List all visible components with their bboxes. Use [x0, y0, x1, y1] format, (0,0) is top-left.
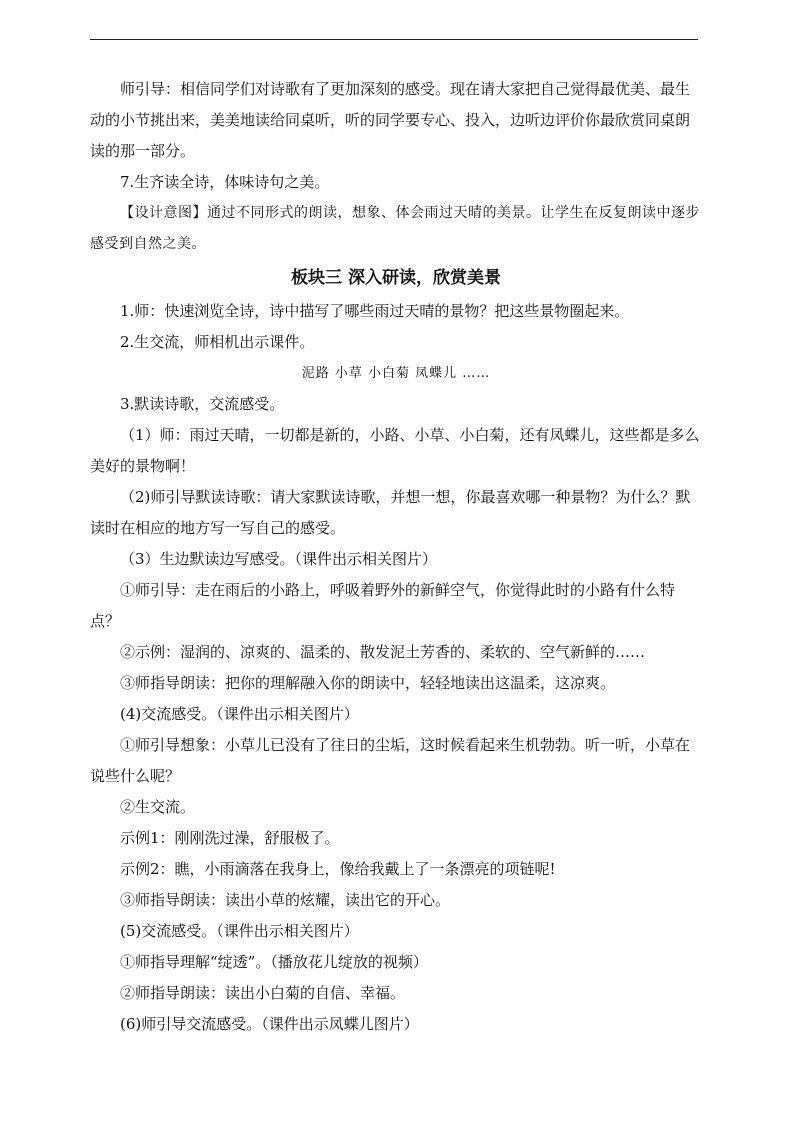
- paragraph-chrysanthemum-guide: ①师指导理解“绽透”。（播放花儿绽放的视频）: [120, 953, 428, 971]
- paragraph-step-3: 3.默读诗歌，交流感受。: [120, 395, 285, 413]
- paragraph-3-4: (4)交流感受。（课件出示相关图片）: [120, 705, 359, 723]
- paragraph-example-1: 示例1：刚刚洗过澡，舒服极了。: [120, 829, 340, 847]
- document-body: [90, 74, 702, 1040]
- paragraph-grass-guide: ①师引导想象：小草儿已没有了往日的尘垢，这时候看起来生机勃勃。听一听，小草在说些什么呢？: [90, 736, 691, 785]
- paragraph-3-6: (6)师引导交流感受。（课件出示凤蝶儿图片）: [120, 1015, 419, 1033]
- paragraph-3-2: （2)师引导默读诗歌：请大家默读诗歌，并想一想，你最喜欢哪一种景物？为什么？默读时在相应的地方写一写自己的感受。: [90, 488, 691, 537]
- paragraph-step-2: 2.生交流，师相机出示课件。: [120, 333, 315, 351]
- paragraph-teacher-guide: 师引导：相信同学们对诗歌有了更加深刻的感受。现在请大家把自己觉得最优美、最生动的小节挑出来，美美地读给同桌听，听的同学要专心、投入，边听边评价你最欣赏同桌朗读的那一部分。: [90, 80, 691, 160]
- scenery-list: 泥路 小草 小白菊 凤蝶儿 ……: [301, 366, 491, 381]
- paragraph-3-5: (5)交流感受。（课件出示相关图片）: [120, 922, 359, 940]
- paragraph-path-example: ②示例：湿润的、凉爽的、温柔的、散发泥土芳香的、柔软的、空气新鲜的……: [120, 643, 646, 661]
- paragraph-path-guide: ①师引导：走在雨后的小路上，呼吸着野外的新鲜空气，你觉得此时的小路有什么特点？: [90, 581, 676, 630]
- paragraph-example-2: 示例2：瞧，小雨滴落在我身上，像给我戴上了一条漂亮的项链呢!: [120, 860, 556, 878]
- paragraph-grass-exchange: ②生交流。: [120, 798, 196, 816]
- paragraph-path-reading: ③师指导朗读：把你的理解融入你的朗读中，轻轻地读出这温柔，这凉爽。: [120, 674, 616, 692]
- paragraph-3-1: （1）师：雨过天晴，一切都是新的，小路、小草、小白菊，还有凤蝶儿，这些都是多么美好的景物啊！: [90, 426, 700, 475]
- section-heading: 板块三 深入研读，欣赏美景: [291, 268, 501, 288]
- paragraph-3-3: （3）生边默读边写感受。（课件出示相关图片）: [120, 550, 438, 568]
- paragraph-step-1: 1.师：快速浏览全诗，诗中描写了哪些雨过天晴的景物？把这些景物圈起来。: [120, 302, 630, 320]
- paragraph-chrysanthemum-reading: ②师指导朗读：读出小白菊的自信、幸福。: [120, 984, 406, 1002]
- paragraph-design-intent: 【设计意图】通过不同形式的朗读，想象、体会雨过天晴的美景。让学生在反复朗读中逐步感受到自然之美。: [90, 205, 700, 252]
- paragraph-step-7: 7.生齐读全诗，体味诗句之美。: [120, 173, 330, 191]
- paragraph-grass-reading: ③师指导朗读：读出小草的炫耀，读出它的开心。: [120, 891, 451, 909]
- header-rule: [90, 39, 698, 40]
